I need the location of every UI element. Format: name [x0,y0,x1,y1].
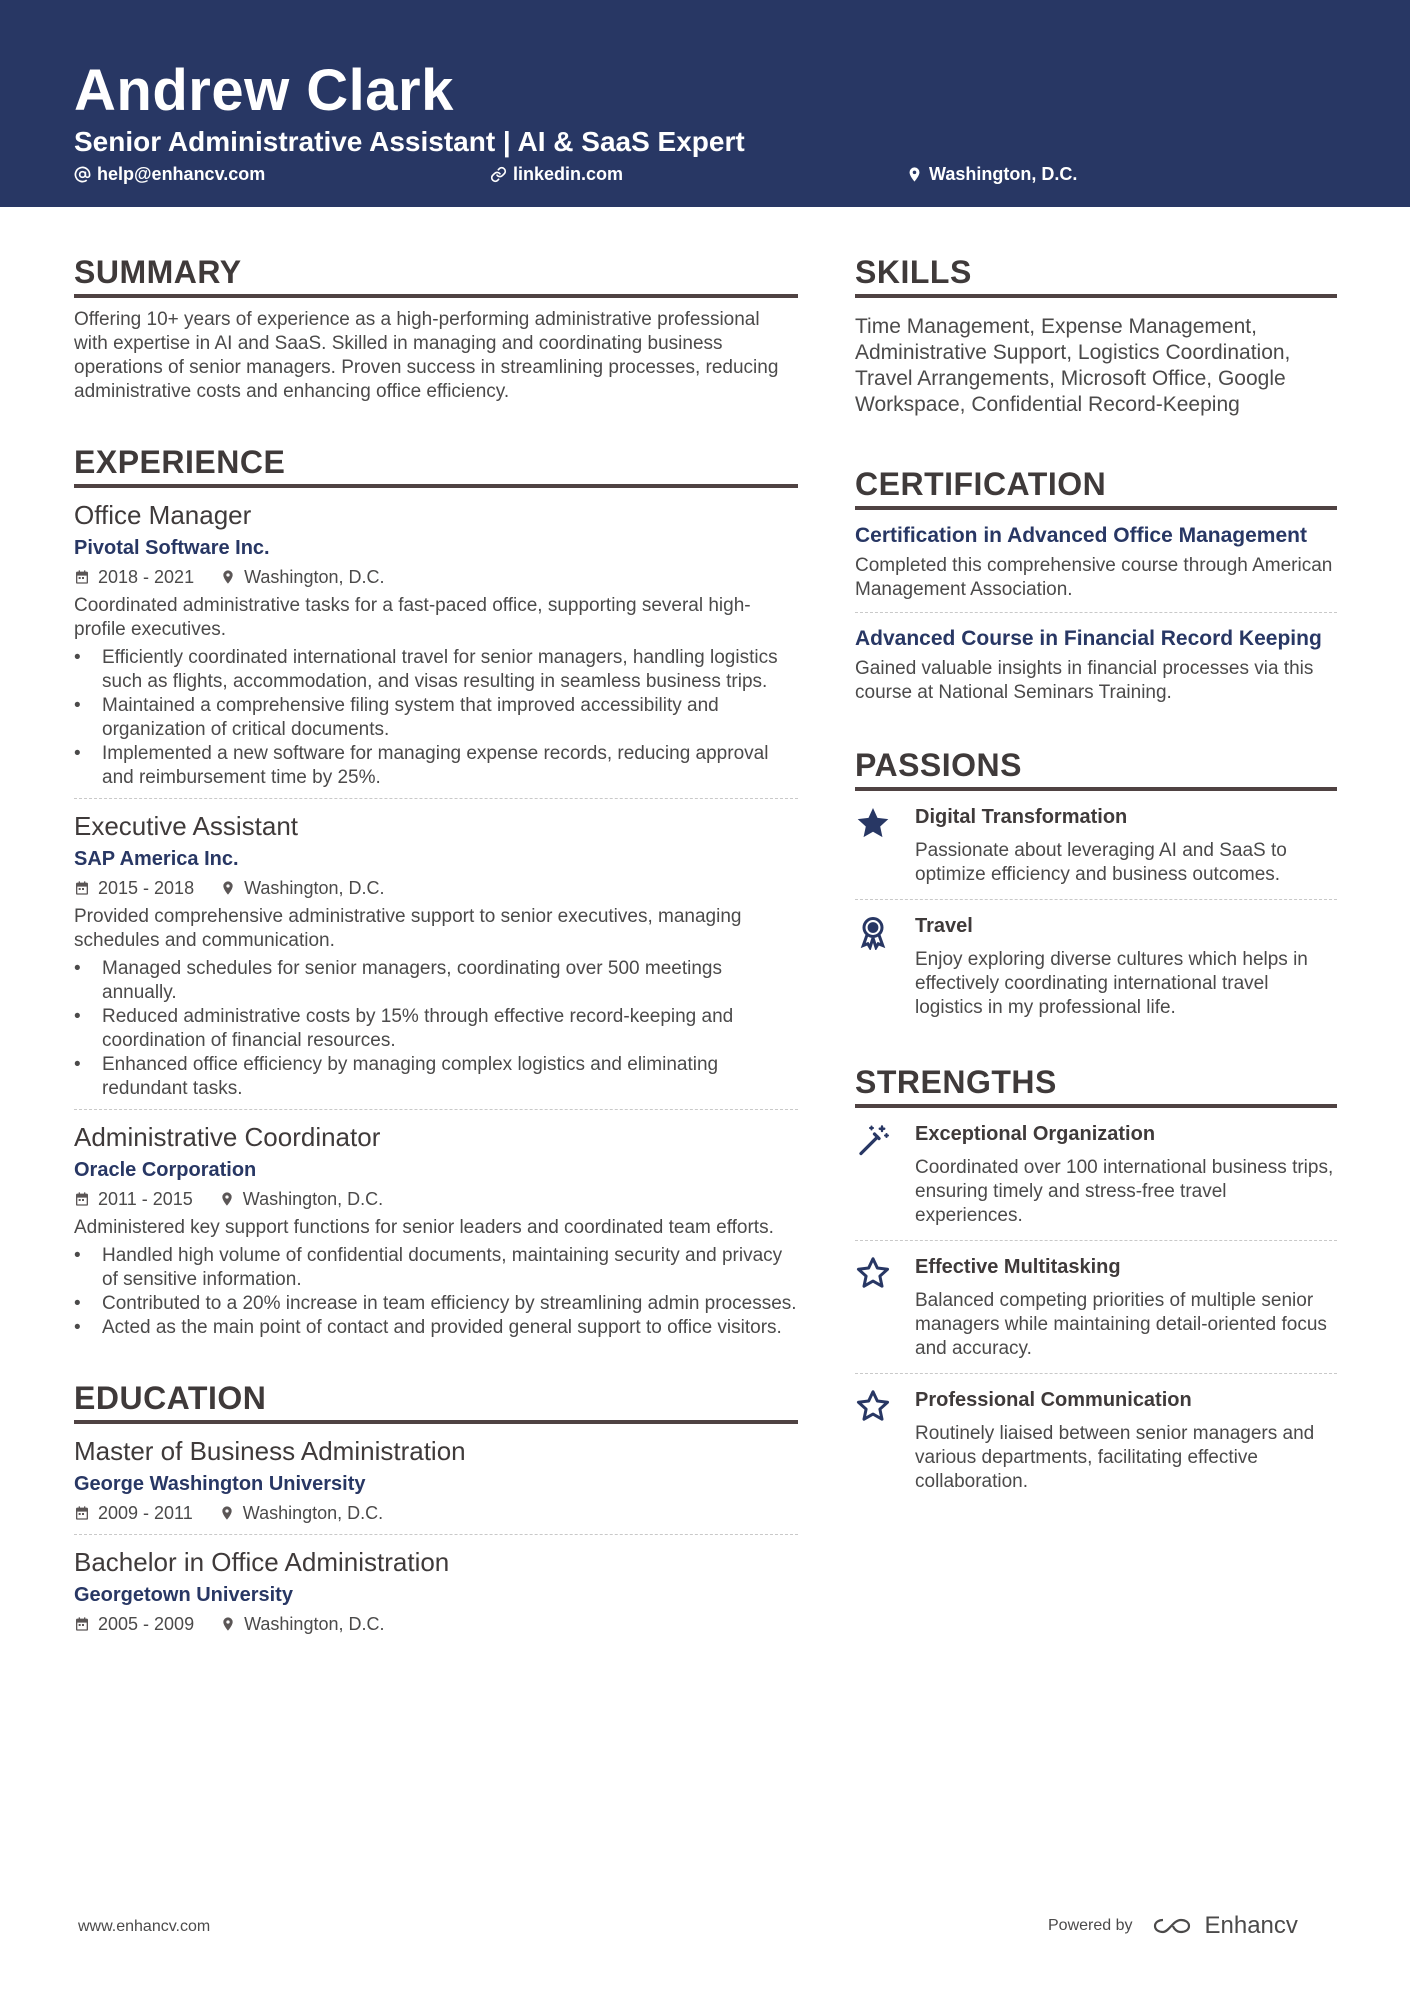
footer-branding [1048,1912,1298,1940]
summary-heading: SUMMARY [74,252,798,298]
calendar-icon [74,569,90,585]
strength-description: Routinely liaised between senior managers and various departments, facilitating effective collaboration. [915,1423,1315,1492]
passion-item [855,791,1337,899]
experience-entry [74,798,798,1109]
job-location: Washington, D.C. [242,1189,384,1209]
magic-wand-icon [855,1122,891,1158]
location-pin-icon [219,1505,235,1521]
job-role: Executive Assistant [74,811,298,841]
strength-item [855,1240,1337,1373]
calendar-icon [74,1191,90,1207]
passion-description: Passionate about leveraging AI and SaaS to optimize efficiency and business outcomes. [915,840,1287,885]
skills-text: Time Management, Expense Management, Administrative Support, Logistics Coordination, Travel Arrangements, Microsoft Office, Google Workspace, Confidential Record-Keeping [855,315,1291,416]
bullet-item: • Contributed to a 20% increase in team efficiency by streamlining admin processes. [74,1292,798,1316]
certification-heading: CERTIFICATION [855,464,1337,510]
education-entry [74,1534,798,1645]
school-name: George Washington University [74,1473,366,1495]
candidate-title: Senior Administrative Assistant | AI & SaaS Expert [74,126,745,157]
passion-description: Enjoy exploring diverse cultures which helps in effectively coordinating international travel logistics in my professional life. [915,949,1308,1018]
bullet-item: • Handled high volume of confidential documents, maintaining security and privacy of sensitive information. [74,1244,798,1292]
experience-heading: EXPERIENCE [74,442,798,488]
location-pin-icon [220,569,236,585]
job-dates: 2018 - 2021 [98,567,195,587]
brand-logo[interactable] [1151,1912,1298,1940]
certification-entry [855,510,1337,612]
calendar-icon [74,1616,90,1632]
contact-email[interactable] [74,161,265,187]
job-location: Washington, D.C. [244,878,385,898]
degree-name: Bachelor in Office Administration [74,1547,450,1577]
passion-item [855,899,1337,1032]
job-description: Coordinated administrative tasks for a fast-paced office, supporting several high-profile executives. [74,595,751,640]
strengths-heading: STRENGTHS [855,1062,1337,1108]
bullet-item: • Implemented a new software for managing expense records, reducing approval and reimbursement time by 25%. [74,742,798,790]
certification-title: Certification in Advanced Office Management [855,524,1307,547]
strength-item [855,1108,1337,1240]
experience-entry [74,1109,798,1348]
resume-header [0,0,1410,207]
right-column [855,252,1337,1506]
strength-item [855,1373,1337,1506]
passion-title: Digital Transformation [915,806,1128,828]
candidate-name: Andrew Clark [74,58,454,123]
job-bullets [74,646,798,790]
bullet-item: • Acted as the main point of contact and provided general support to office visitors. [74,1316,798,1340]
job-description: Provided comprehensive administrative support to senior executives, managing schedules and communication. [74,906,742,951]
education-meta [74,1500,798,1526]
job-description: Administered key support functions for senior leaders and coordinated team efforts. [74,1217,774,1238]
certification-entry [855,612,1337,715]
job-role: Administrative Coordinator [74,1122,381,1152]
strength-description: Balanced competing priorities of multiple senior managers while maintaining detail-oriented focus and accuracy. [915,1290,1327,1359]
strength-title: Exceptional Organization [915,1123,1156,1145]
school-name: Georgetown University [74,1584,293,1606]
education-meta [74,1611,798,1637]
skills-heading: SKILLS [855,252,1337,298]
summary-section [74,252,798,404]
strength-title: Effective Multitasking [915,1256,1121,1278]
education-location: Washington, D.C. [242,1503,384,1523]
star-outline-icon [855,1388,891,1424]
job-meta [74,1186,798,1212]
contact-location [906,161,1077,187]
certification-description: Gained valuable insights in financial processes via this course at National Seminars Training. [855,658,1314,703]
job-dates: 2015 - 2018 [98,878,195,898]
link-icon [490,166,507,183]
powered-by-text: Powered by [1048,1917,1133,1934]
education-entry [74,1434,798,1534]
location-pin-icon [220,880,236,896]
job-location: Washington, D.C. [244,567,385,587]
skills-section [855,252,1337,418]
degree-name: Master of Business Administration [74,1436,466,1466]
education-dates: 2009 - 2011 [98,1503,193,1523]
email-text: help@enhancv.com [97,164,266,184]
linkedin-text: linkedin.com [513,164,624,184]
left-column [74,252,798,1645]
enhancv-logo-icon [1151,1914,1197,1938]
calendar-icon [74,880,90,896]
star-icon [855,805,891,841]
star-outline-icon [855,1255,891,1291]
certification-section [855,464,1337,715]
company-name: Oracle Corporation [74,1159,257,1181]
location-pin-icon [220,1616,236,1632]
passion-title: Travel [915,915,973,937]
bullet-item: • Reduced administrative costs by 15% through effective record-keeping and coordination of financial resources. [74,1005,798,1053]
summary-text: Offering 10+ years of experience as a high-performing administrative professional with expertise in AI and SaaS. Skilled in managing and coordinating business operations of senior managers. Proven success in streamlining processes, reducing administrative costs and enhancing office efficiency. [74,309,779,402]
at-icon [74,166,91,183]
company-name: Pivotal Software Inc. [74,537,270,559]
calendar-icon [74,1505,90,1521]
passions-section [855,745,1337,1032]
job-meta [74,564,798,590]
education-section [74,1378,798,1645]
job-bullets [74,957,798,1101]
footer-website[interactable]: www.enhancv.com [78,1918,211,1935]
location-pin-icon [219,1191,235,1207]
experience-section [74,442,798,1348]
job-bullets [74,1244,798,1340]
experience-entry [74,498,798,798]
bullet-item: • Efficiently coordinated international travel for senior managers, handling logistics such as flights, accommodation, and visas resulting in seamless business trips. [74,646,798,694]
brand-name: Enhancv [1204,1912,1298,1939]
job-meta [74,875,798,901]
bullet-item: • Managed schedules for senior managers, coordinating over 500 meetings annually. [74,957,798,1005]
location-pin-icon [906,166,923,183]
bullet-item: • Maintained a comprehensive filing system that improved accessibility and organization of critical documents. [74,694,798,742]
strength-title: Professional Communication [915,1389,1192,1411]
contact-linkedin[interactable] [490,161,623,187]
education-heading: EDUCATION [74,1378,798,1424]
certification-description: Completed this comprehensive course through American Management Association. [855,555,1333,600]
job-role: Office Manager [74,500,252,530]
bullet-item: • Enhanced office efficiency by managing complex logistics and eliminating redundant tasks. [74,1053,798,1101]
company-name: SAP America Inc. [74,848,239,870]
passions-heading: PASSIONS [855,745,1337,791]
certification-title: Advanced Course in Financial Record Keeping [855,627,1322,650]
education-dates: 2005 - 2009 [98,1614,195,1634]
location-text: Washington, D.C. [929,164,1078,184]
award-ribbon-icon [855,914,891,950]
strength-description: Coordinated over 100 international business trips, ensuring timely and stress-free travel experiences. [915,1157,1334,1226]
strengths-section [855,1062,1337,1506]
job-dates: 2011 - 2015 [98,1189,193,1209]
education-location: Washington, D.C. [244,1614,385,1634]
